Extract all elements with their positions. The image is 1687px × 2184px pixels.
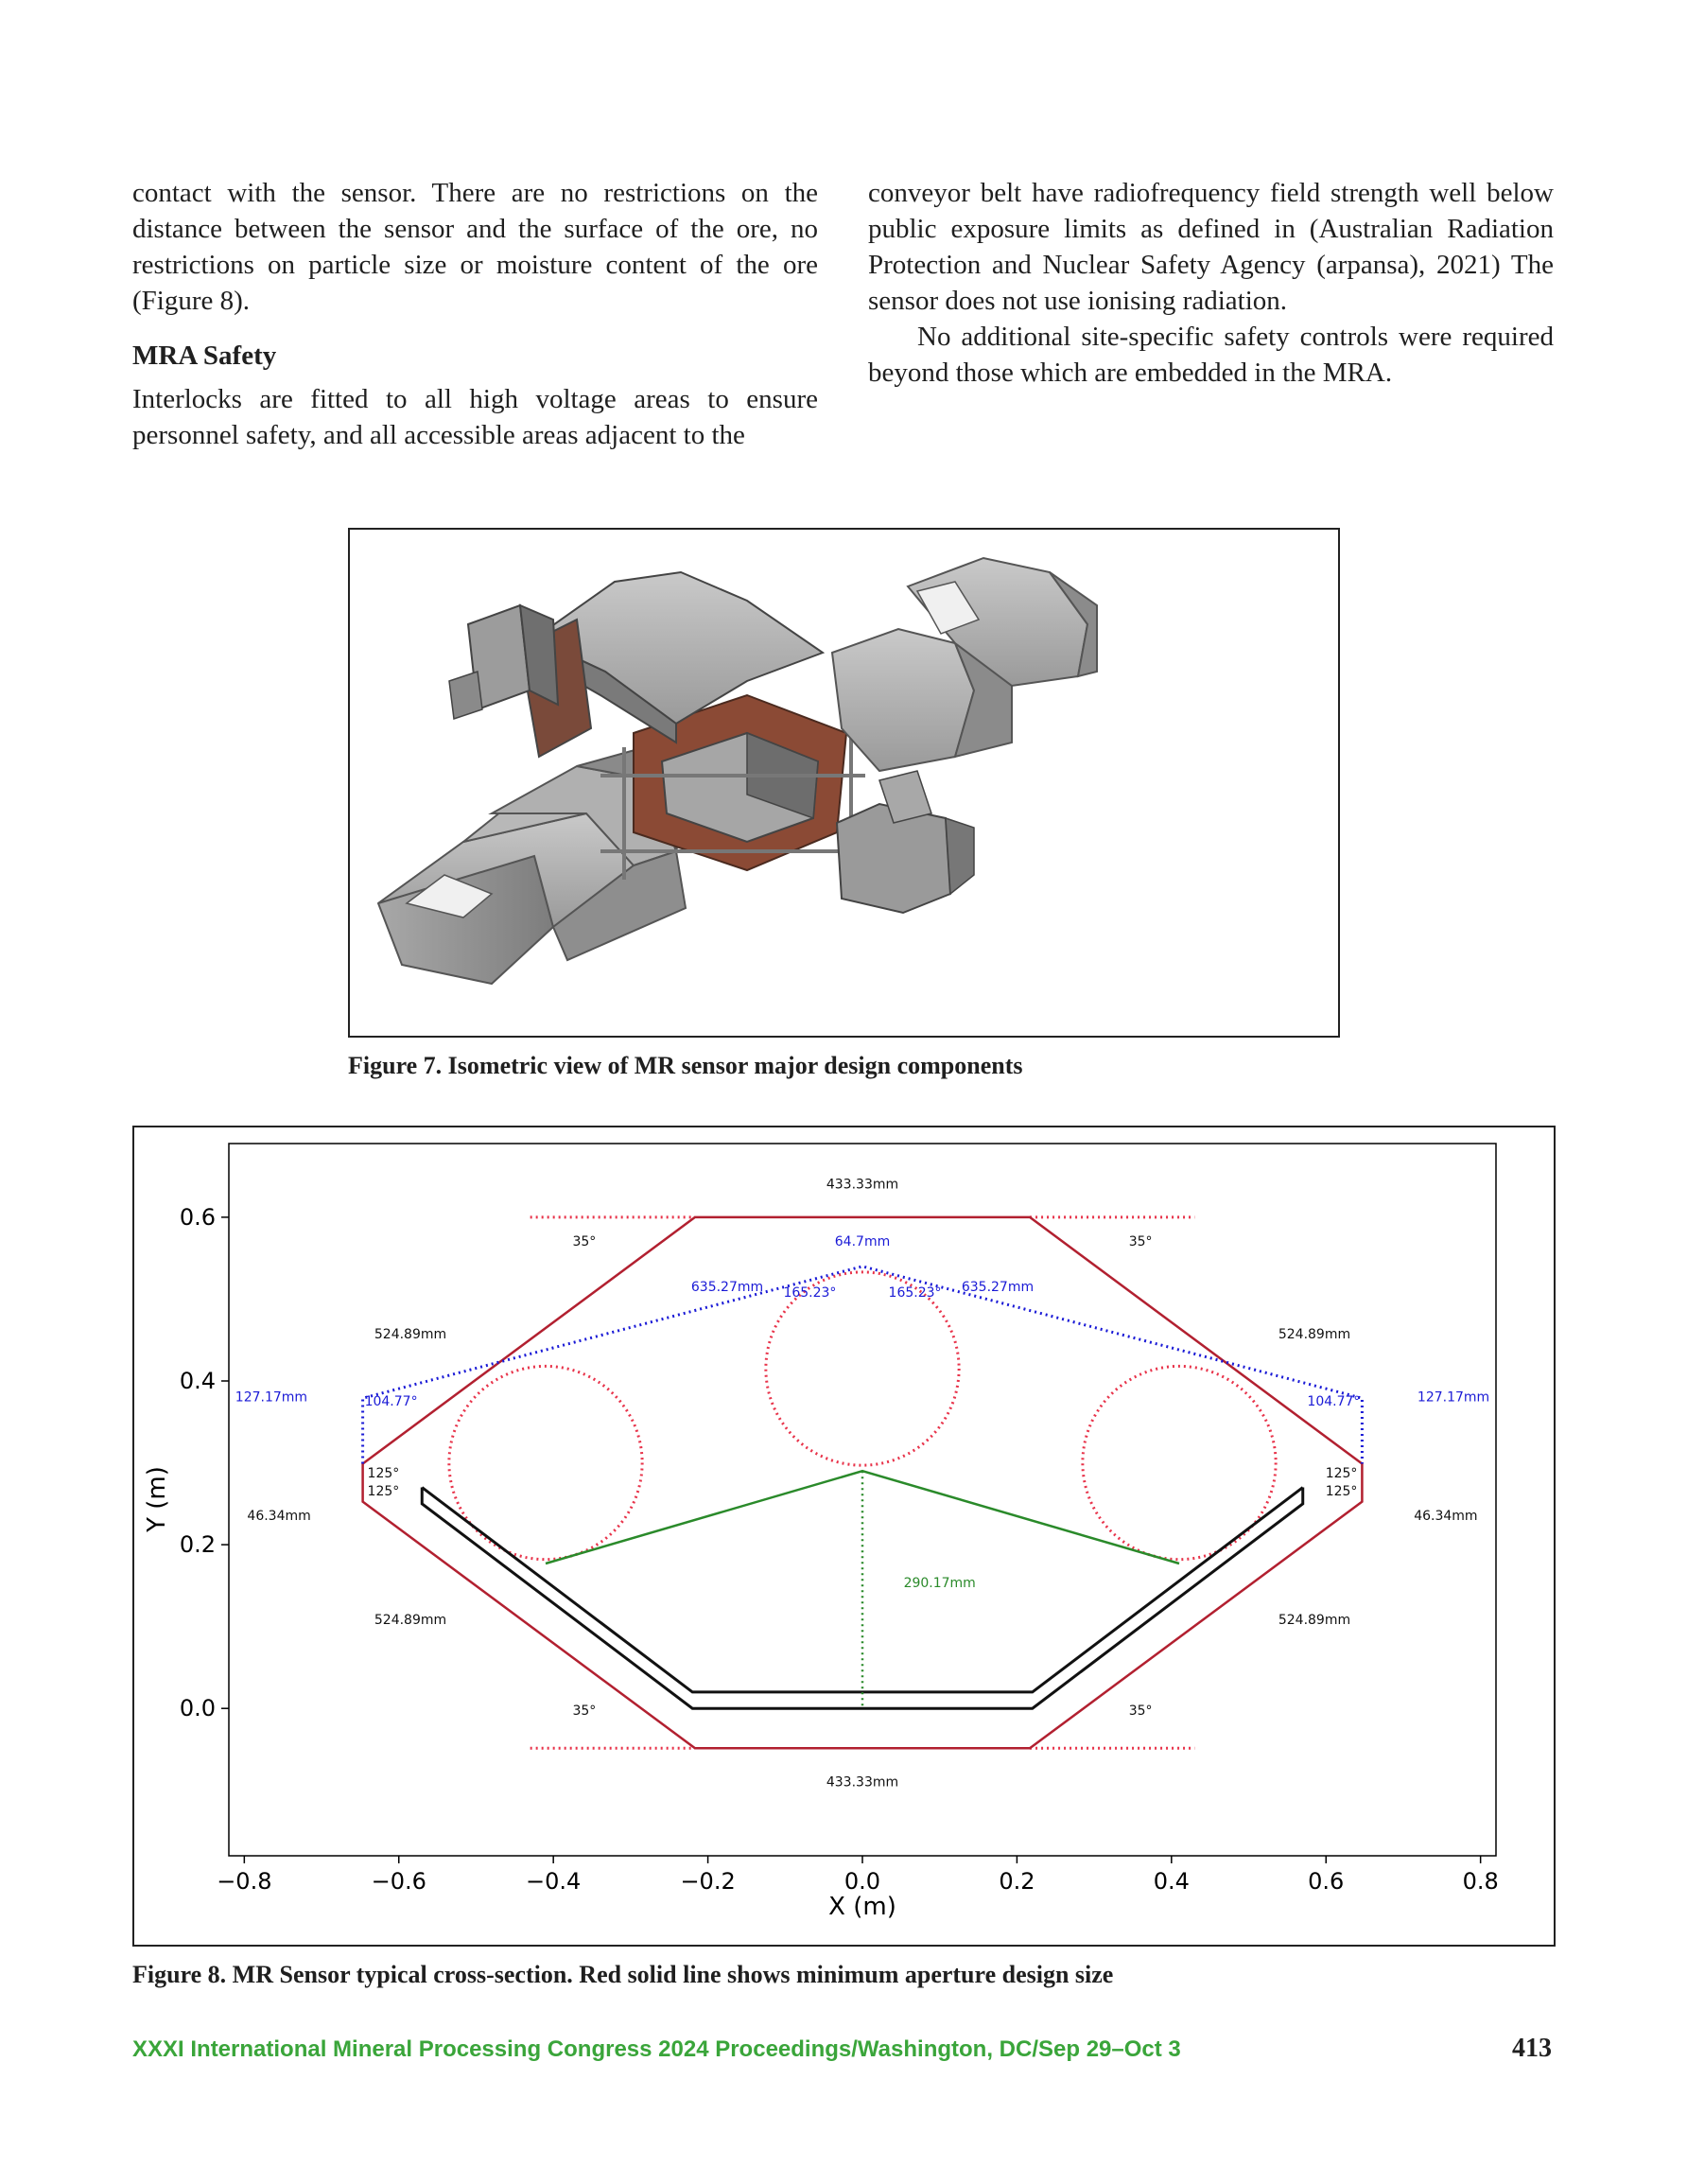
figure-8-caption: Figure 8. MR Sensor typical cross-section. Red solid line shows minimum aperture design size xyxy=(132,1961,1114,1988)
dimension-annotation: 290.17mm xyxy=(903,1576,976,1592)
dimension-annotation: 35° xyxy=(572,1704,597,1720)
dimension-annotation: 35° xyxy=(1128,1704,1153,1720)
y-tick-label: 0.4 xyxy=(179,1368,216,1394)
right-para-1: conveyor belt have radiofrequency field strength well below public exposure limits as defined in (Australian Radiation Protection and Nuclear Safety Agency (arpansa), 2021) The sensor does not use ionising radiation. xyxy=(868,178,1554,316)
dimension-annotation: 125° xyxy=(367,1484,400,1500)
central-coil-assembly xyxy=(600,695,865,880)
data-layer xyxy=(363,1217,1363,1748)
section-heading: MRA Safety xyxy=(132,341,277,371)
y-axis-label: Y (m) xyxy=(143,1466,171,1532)
dimension-annotation: 433.33mm xyxy=(826,1774,899,1791)
axes-layer xyxy=(180,1204,1499,1895)
x-tick-label: 0.0 xyxy=(844,1868,881,1895)
left-para-1: contact with the sensor. There are no restrictions on the distance between the sensor and the surface of the ore, no restrictions on particle size or moisture content of the ore (Figure 8). xyxy=(132,178,818,316)
dimension-annotation: 46.34mm xyxy=(247,1509,311,1525)
figure-8-plot xyxy=(132,1126,1556,1947)
dimension-annotation: 524.89mm xyxy=(374,1613,447,1629)
x-tick-label: −0.4 xyxy=(526,1868,582,1895)
dimension-annotation: 433.33mm xyxy=(826,1177,899,1193)
dimension-annotation: 127.17mm xyxy=(1417,1389,1490,1406)
left-electronics-box xyxy=(449,605,591,757)
dimension-annotation: 127.17mm xyxy=(235,1389,308,1406)
dimension-annotation: 125° xyxy=(367,1466,400,1482)
x-tick-label: 0.4 xyxy=(1153,1868,1190,1895)
y-tick-label: 0.0 xyxy=(179,1695,216,1722)
figure-7-image xyxy=(348,528,1340,1038)
x-tick-label: 0.6 xyxy=(1308,1868,1345,1895)
x-tick-label: −0.6 xyxy=(371,1868,426,1895)
dimension-annotation: 165.23° xyxy=(888,1284,942,1301)
dimension-annotation: 125° xyxy=(1325,1466,1358,1482)
page-number: 413 xyxy=(1512,2034,1552,2063)
figure-7-caption: Figure 7. Isometric view of MR sensor major design components xyxy=(348,1052,1023,1079)
x-tick-label: 0.8 xyxy=(1462,1868,1499,1895)
dimension-annotation: 104.77° xyxy=(364,1393,418,1409)
clearance-circle xyxy=(766,1272,959,1465)
dimension-annotation: 35° xyxy=(1128,1234,1153,1250)
x-tick-label: −0.8 xyxy=(217,1868,272,1895)
dimension-annotation: 35° xyxy=(572,1234,597,1250)
right-electronics-box xyxy=(837,771,974,913)
proceedings-footer: XXXI International Mineral Processing Congress 2024 Proceedings/Washington, DC/Sep 29–Oct 3 xyxy=(132,2036,1181,2062)
dimension-annotation: 635.27mm xyxy=(690,1279,764,1295)
blue-dotted-outline xyxy=(363,1267,1363,1464)
left-para-2: Interlocks are fitted to all high voltage areas to ensure personnel safety, and all accessible areas adjacent to the xyxy=(132,384,818,450)
dimension-annotation: 64.7mm xyxy=(834,1234,891,1250)
y-tick-label: 0.6 xyxy=(179,1203,216,1231)
x-tick-label: 0.2 xyxy=(999,1868,1035,1895)
dimension-annotation: 125° xyxy=(1325,1484,1358,1500)
right-para-2: No additional site-specific safety controls were required beyond those which are embedded in the MRA. xyxy=(868,322,1554,388)
dimension-annotation: 104.77° xyxy=(1307,1393,1361,1409)
left-column xyxy=(132,175,818,453)
dimension-annotation: 524.89mm xyxy=(1278,1613,1351,1629)
dimension-annotation: 635.27mm xyxy=(961,1279,1035,1295)
cross-section-chart xyxy=(134,1127,1554,1945)
right-tunnel-housings xyxy=(832,558,1097,771)
dimension-annotation: 46.34mm xyxy=(1414,1509,1478,1525)
dimension-annotation: 165.23° xyxy=(783,1284,837,1301)
dimension-annotation: 524.89mm xyxy=(1278,1326,1351,1342)
y-tick-label: 0.2 xyxy=(179,1531,216,1559)
dimension-annotation: 524.89mm xyxy=(374,1326,447,1342)
isometric-rendering xyxy=(350,530,1338,1036)
x-axis-label: X (m) xyxy=(828,1893,896,1921)
x-tick-label: −0.2 xyxy=(680,1868,736,1895)
right-column xyxy=(868,175,1554,391)
conveyor-belt-outer xyxy=(422,1488,1302,1709)
